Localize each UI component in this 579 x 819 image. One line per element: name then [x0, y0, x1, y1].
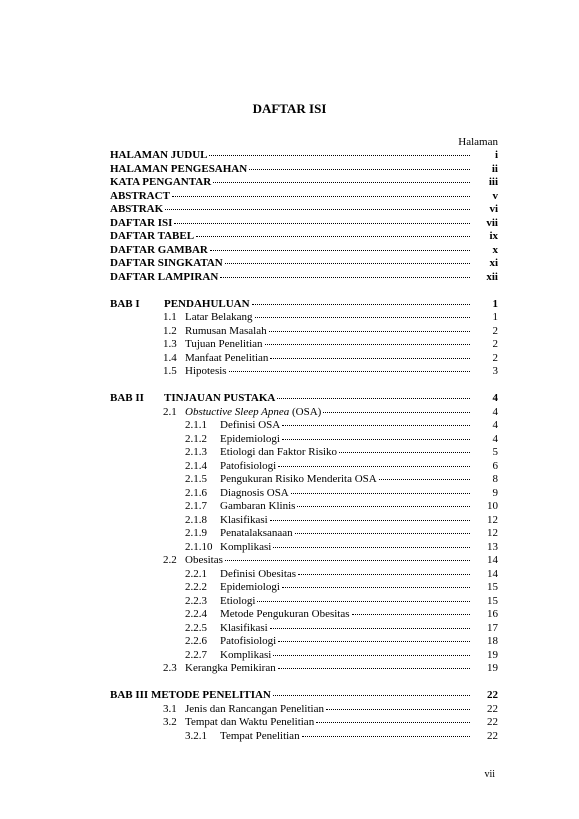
toc-entry[interactable] — [110, 176, 498, 190]
subsection-number: 2.1.10 — [185, 540, 213, 553]
toc-entry-page: 12 — [487, 527, 498, 539]
dot-leader — [297, 506, 470, 507]
dot-leader — [278, 466, 470, 467]
dot-leader — [165, 209, 470, 210]
section-number: 2.3 — [163, 662, 177, 674]
toc-subsection-entry[interactable] — [110, 541, 498, 555]
toc-entry-page: 13 — [487, 540, 498, 553]
dot-leader — [255, 317, 471, 318]
toc-entry[interactable] — [110, 163, 498, 177]
toc-entry-page: 1 — [492, 311, 498, 323]
dot-leader — [249, 169, 470, 170]
toc-entry-label: DAFTAR ISI — [110, 216, 173, 229]
toc-entry-label: HALAMAN JUDUL — [110, 149, 208, 161]
front-matter-list — [110, 149, 498, 284]
subsection-title: Etiologi dan Faktor Risiko — [220, 446, 338, 458]
toc-entry-page: i — [494, 149, 498, 161]
dot-leader — [209, 155, 470, 156]
toc-entry-page: 2 — [492, 324, 498, 337]
toc-entry[interactable] — [110, 230, 498, 244]
subsection-number: 2.2.7 — [185, 648, 207, 661]
chapter-title: PENDAHULUAN — [164, 297, 250, 310]
subsection-number: 2.2.4 — [185, 608, 207, 620]
subsection-title: Diagnosis OSA — [220, 486, 289, 499]
toc-entry-page: 17 — [487, 621, 498, 634]
section-number: 1.5 — [163, 365, 177, 377]
dot-leader — [298, 574, 470, 575]
page-number: vii — [484, 769, 495, 780]
subsection-title: Patofisiologi — [220, 459, 277, 472]
toc-entry-label: ABSTRACT — [110, 189, 170, 202]
dot-leader — [257, 601, 470, 602]
section-title: Latar Belakang — [185, 311, 253, 323]
subsection-number: 2.2.1 — [185, 567, 207, 580]
toc-subsection-entry[interactable] — [110, 419, 498, 433]
toc-entry-label: DAFTAR TABEL — [110, 230, 195, 242]
toc-entry-page: 22 — [487, 702, 498, 715]
toc-entry[interactable] — [110, 271, 498, 285]
dot-leader — [302, 736, 470, 737]
subsection-number: 2.2.3 — [185, 594, 207, 607]
subsection-number: 2.1.2 — [185, 432, 207, 445]
subsection-title: Klasifikasi — [220, 621, 268, 634]
dot-leader — [326, 709, 470, 710]
dot-leader — [352, 614, 470, 615]
dot-leader — [270, 628, 470, 629]
toc-section-entry[interactable] — [110, 338, 498, 352]
dot-leader — [265, 344, 470, 345]
toc-section-entry[interactable] — [110, 325, 498, 339]
toc-entry-page: xi — [489, 257, 498, 269]
toc-entry-page: x — [492, 243, 498, 256]
subsection-number: 3.2.1 — [185, 729, 207, 742]
subsection-number: 2.1.9 — [185, 527, 207, 539]
toc-entry-page: 14 — [487, 554, 498, 566]
toc-entry-page: 4 — [492, 392, 498, 404]
subsection-title: Penatalaksanaan — [220, 527, 293, 539]
section-number: 2.1 — [163, 405, 177, 418]
dot-leader — [270, 520, 470, 521]
toc-subsection-entry[interactable] — [110, 730, 498, 744]
subsection-number: 2.1.7 — [185, 500, 207, 512]
chapter-number: BAB I — [110, 297, 140, 310]
toc-entry[interactable] — [110, 257, 498, 271]
section-title: Manfaat Penelitian — [185, 351, 269, 364]
dot-leader — [225, 263, 470, 264]
toc-section-entry[interactable] — [110, 716, 498, 730]
subsection-title: Patofisiologi — [220, 635, 277, 647]
subsection-number: 2.1.1 — [185, 419, 207, 431]
dot-leader — [282, 587, 470, 588]
toc-entry-page: 15 — [487, 594, 498, 607]
dot-leader — [225, 560, 470, 561]
toc-entry-page: vii — [486, 216, 498, 229]
dot-leader — [273, 695, 470, 696]
section-title — [185, 406, 321, 420]
toc-subsection-entry[interactable] — [110, 581, 498, 595]
toc-section-entry[interactable] — [110, 554, 498, 568]
section-title: Kerangka Pemikiran — [185, 662, 276, 674]
subsection-title: Epidemiologi — [220, 432, 280, 445]
toc-chapter-entry[interactable] — [110, 689, 498, 703]
dot-leader — [278, 668, 470, 669]
toc-entry-page: 5 — [492, 446, 498, 458]
toc-entry-page: 19 — [487, 648, 498, 661]
toc-entry-page: xii — [486, 270, 498, 283]
toc-entry-page: 22 — [487, 729, 498, 742]
section-number: 3.2 — [163, 716, 177, 728]
dot-leader — [273, 547, 470, 548]
section-title: Jenis dan Rancangan Penelitian — [185, 702, 324, 715]
toc-entry-page: 12 — [487, 513, 498, 526]
dot-leader — [229, 371, 470, 372]
toc-entry-page: 22 — [487, 716, 498, 728]
section-title: Rumusan Masalah — [185, 324, 267, 337]
subsection-title: Definisi Obesitas — [220, 567, 297, 580]
toc-section-entry[interactable] — [110, 352, 498, 366]
toc-subsection-entry[interactable] — [110, 595, 498, 609]
toc-entry-page: 6 — [492, 459, 498, 472]
toc-entry-page: 18 — [487, 635, 498, 647]
dot-leader — [210, 250, 470, 251]
dot-leader — [273, 655, 470, 656]
section-title: Tempat dan Waktu Penelitian — [185, 716, 315, 728]
toc-entry-page: ii — [491, 162, 498, 175]
subsection-number: 2.1.6 — [185, 486, 207, 499]
toc-entry-page: 14 — [487, 567, 498, 580]
toc-subsection-entry[interactable] — [110, 446, 498, 460]
dot-leader — [252, 304, 470, 305]
section-title: Tujuan Penelitian — [185, 338, 263, 350]
dot-leader — [323, 412, 470, 413]
toc-entry-label: DAFTAR GAMBAR — [110, 243, 208, 256]
subsection-number: 2.1.4 — [185, 459, 207, 472]
subsection-title: Komplikasi — [220, 648, 272, 661]
toc-entry[interactable] — [110, 244, 498, 258]
toc-chapter-entry[interactable] — [110, 392, 498, 406]
toc-entry-page: 2 — [492, 351, 498, 364]
toc-section-entry[interactable] — [110, 406, 498, 420]
section-title-rest: (OSA) — [289, 405, 322, 418]
dot-leader — [172, 196, 470, 197]
toc-entry-page: 10 — [487, 500, 498, 512]
subsection-number: 2.2.2 — [185, 581, 207, 593]
chapter-title: TINJAUAN PUSTAKA — [164, 392, 276, 404]
subsection-title: Gambaran Klinis — [220, 500, 296, 512]
page-title: DAFTAR ISI — [252, 101, 327, 116]
section-number: 1.4 — [163, 351, 177, 364]
toc-entry[interactable] — [110, 149, 498, 163]
dot-leader — [196, 236, 470, 237]
toc-subsection-entry[interactable] — [110, 487, 498, 501]
section-title-italic: Obstuctive Sleep Apnea — [185, 405, 290, 418]
toc-entry-label: DAFTAR LAMPIRAN — [110, 270, 219, 283]
chapter-3-section — [110, 689, 498, 743]
dot-leader — [220, 277, 470, 278]
toc-entry-page: 16 — [487, 608, 498, 620]
section-number: 3.1 — [163, 702, 177, 715]
toc-subsection-entry[interactable] — [110, 473, 498, 487]
subsection-title: Etiologi — [220, 594, 256, 607]
toc-subsection-entry[interactable] — [110, 527, 498, 541]
toc-entry-page: 22 — [487, 689, 498, 701]
toc-entry-page: ix — [489, 230, 498, 242]
toc-subsection-entry[interactable] — [110, 460, 498, 474]
subsection-title: Komplikasi — [220, 540, 272, 553]
table-of-contents — [110, 149, 498, 743]
dot-leader — [379, 479, 470, 480]
dot-leader — [295, 533, 470, 534]
dot-leader — [269, 331, 470, 332]
subsection-title: Definisi OSA — [220, 419, 281, 431]
toc-entry-label: HALAMAN PENGESAHAN — [110, 162, 248, 175]
dot-leader — [291, 493, 470, 494]
toc-entry-page: 4 — [492, 432, 498, 445]
subsection-title: Metode Pengukuran Obesitas — [220, 608, 350, 620]
toc-entry-page: iii — [488, 176, 498, 188]
toc-entry-page: 4 — [492, 405, 498, 418]
subsection-title: Epidemiologi — [220, 581, 280, 593]
subsection-number: 2.2.5 — [185, 621, 207, 634]
toc-section-entry[interactable] — [110, 311, 498, 325]
toc-subsection-entry[interactable] — [110, 500, 498, 514]
dot-leader — [316, 722, 470, 723]
toc-entry[interactable] — [110, 203, 498, 217]
toc-entry-page: 2 — [492, 338, 498, 350]
toc-subsection-entry[interactable] — [110, 608, 498, 622]
toc-entry-page: v — [492, 189, 498, 202]
toc-entry-page: 4 — [492, 419, 498, 431]
dot-leader — [278, 641, 470, 642]
toc-entry-page: 1 — [492, 297, 498, 310]
section-title: Obesitas — [185, 554, 223, 566]
chapter-2-section — [110, 392, 498, 676]
toc-subsection-entry[interactable] — [110, 514, 498, 528]
toc-subsection-entry[interactable] — [110, 622, 498, 636]
dot-leader — [277, 398, 470, 399]
toc-subsection-entry[interactable] — [110, 649, 498, 663]
toc-subsection-entry[interactable] — [110, 635, 498, 649]
section-number: 1.3 — [163, 338, 177, 350]
halaman-column-label: Halaman — [458, 136, 498, 148]
toc-entry-page: 15 — [487, 581, 498, 593]
toc-entry-label: DAFTAR SINGKATAN — [110, 257, 223, 269]
toc-entry-page: 3 — [492, 365, 498, 377]
subsection-title: Pengukuran Risiko Menderita OSA — [220, 473, 377, 485]
subsection-number: 2.1.3 — [185, 446, 207, 458]
toc-section-entry[interactable] — [110, 365, 498, 379]
toc-entry[interactable] — [110, 217, 498, 231]
toc-entry-page: 9 — [492, 486, 498, 499]
dot-leader — [174, 223, 470, 224]
toc-entry-page: 19 — [487, 662, 498, 674]
subsection-number: 2.2.6 — [185, 635, 207, 647]
subsection-number: 2.1.5 — [185, 473, 207, 485]
chapter-title: BAB III METODE PENELITIAN — [110, 689, 271, 701]
dot-leader — [339, 452, 470, 453]
dot-leader — [270, 358, 470, 359]
dot-leader — [213, 182, 470, 183]
toc-section-entry[interactable] — [110, 703, 498, 717]
toc-entry-page: vi — [489, 203, 498, 215]
subsection-title: Tempat Penelitian — [220, 729, 300, 742]
toc-entry-page: 8 — [492, 473, 498, 485]
toc-entry-label: KATA PENGANTAR — [110, 176, 212, 188]
subsection-title: Klasifikasi — [220, 513, 268, 526]
section-number: 1.2 — [163, 324, 177, 337]
subsection-number: 2.1.8 — [185, 513, 207, 526]
chapter-1-section — [110, 298, 498, 379]
dot-leader — [282, 425, 470, 426]
toc-section-entry[interactable] — [110, 662, 498, 676]
section-number: 1.1 — [163, 311, 177, 323]
dot-leader — [282, 439, 470, 440]
section-number: 2.2 — [163, 554, 177, 566]
toc-entry[interactable] — [110, 190, 498, 204]
chapter-number: BAB II — [110, 392, 144, 404]
section-title: Hipotesis — [185, 365, 227, 377]
toc-subsection-entry[interactable] — [110, 433, 498, 447]
toc-subsection-entry[interactable] — [110, 568, 498, 582]
toc-chapter-entry[interactable] — [110, 298, 498, 312]
toc-entry-label: ABSTRAK — [110, 203, 164, 215]
